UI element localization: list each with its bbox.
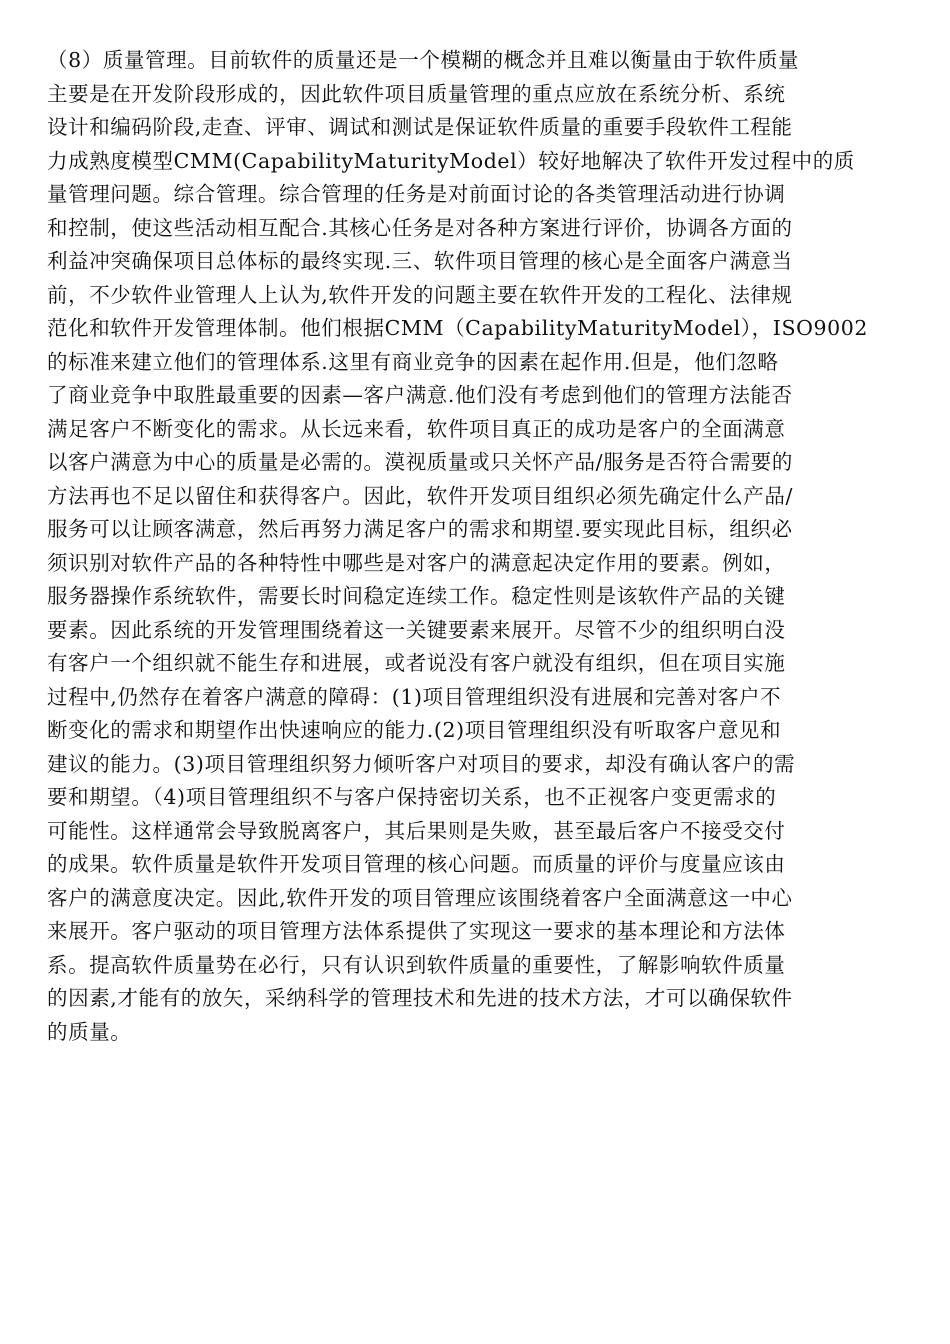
- text-line: 有客户一个组织就不能生存和进展，或者说没有客户就没有组织，但在项目实施: [47, 651, 786, 675]
- text-line: 服务可以让顾客满意，然后再努力满足客户的需求和期望.要实现此目标，组织必: [47, 517, 793, 541]
- text-line: 可能性。这样通常会导致脱离客户，其后果则是失败，甚至最后客户不接受交付: [47, 818, 786, 843]
- text-line: 范化和软件开发管理体制。他们根据CMM（CapabilityMaturityModel），ISO9002: [47, 316, 869, 340]
- text-line: 要和期望。（4)项目管理组织不与客户保持密切关系，也不正视客户变更需求的: [47, 785, 777, 809]
- text-line: 服务器操作系统软件，需要长时间稳定连续工作。稳定性则是该软件产品的关键: [47, 584, 786, 608]
- text-line: 满足客户不断变化的需求。从长远来看，软件项目真正的成功是客户的全面满意: [47, 416, 786, 441]
- body-paragraph: [47, 44, 909, 1049]
- text-line: 的标准来建立他们的管理体系.这里有商业竞争的因素在起作用.但是，他们忽略: [47, 349, 779, 374]
- text-line: 利益冲突确保项目总体标的最终实现.三、软件项目管理的核心是全面客户满意当: [47, 249, 793, 273]
- text-line: 须识别对软件产品的各种特性中哪些是对客户的满意起决定作用的要素。例如，: [47, 550, 786, 575]
- text-line: 方法再也不足以留住和获得客户。因此，软件开发项目组织必须先确定什么产品/: [47, 483, 794, 508]
- text-line: 客户的满意度决定。因此,软件开发的项目管理应该围绕着客户全面满意这一中心: [47, 885, 793, 910]
- text-line: 前，不少软件业管理人上认为,软件开发的问题主要在软件开发的工程化、法律规: [47, 282, 793, 307]
- text-line: 系。提高软件质量势在必行，只有认识到软件质量的重要性，了解影响软件质量: [47, 952, 786, 977]
- text-line: 主要是在开发阶段形成的，因此软件项目质量管理的重点应放在系统分析、系统: [47, 81, 786, 106]
- text-line: 力成熟度模型CMM(CapabilityMaturityModel）较好地解决了软件开发过程中的质: [47, 148, 855, 173]
- text-line: 的质量。: [47, 1019, 132, 1044]
- text-line: 了商业竞争中取胜最重要的因素—客户满意.他们没有考虑到他们的管理方法能否: [47, 383, 793, 407]
- text-line: 过程中,仍然存在着客户满意的障碍：(1)项目管理组织没有进展和完善对客户不: [47, 684, 782, 709]
- text-line: 和控制，使这些活动相互配合.其核心任务是对各种方案进行评价，协调各方面的: [47, 215, 793, 240]
- text-line: 建议的能力。(3)项目管理组织努力倾听客户对项目的要求，却没有确认客户的需: [47, 751, 796, 776]
- text-line: 以客户满意为中心的质量是必需的。漠视质量或只关怀产品/服务是否符合需要的: [47, 450, 794, 474]
- text-line: （8）质量管理。目前软件的质量还是一个模糊的概念并且难以衡量由于软件质量: [47, 48, 800, 72]
- text-line: 量管理问题。综合管理。综合管理的任务是对前面讨论的各类管理活动进行协调: [47, 182, 786, 206]
- text-line: 要素。因此系统的开发管理围绕着这一关键要素来展开。尽管不少的组织明白没: [47, 617, 786, 642]
- text-line: 来展开。客户驱动的项目管理方法体系提供了实现这一要求的基本理论和方法体: [47, 919, 786, 943]
- text-line: 断变化的需求和期望作出快速响应的能力.(2)项目管理组织没有听取客户意见和: [47, 718, 782, 742]
- text-line: 设计和编码阶段,走查、评审、调试和测试是保证软件质量的重要手段软件工程能: [47, 115, 793, 139]
- text-line: 的成果。软件质量是软件开发项目管理的核心问题。而质量的评价与度量应该由: [47, 852, 786, 876]
- text-line: 的因素,才能有的放矢，采纳科学的管理技术和先进的技术方法，才可以确保软件: [47, 986, 793, 1010]
